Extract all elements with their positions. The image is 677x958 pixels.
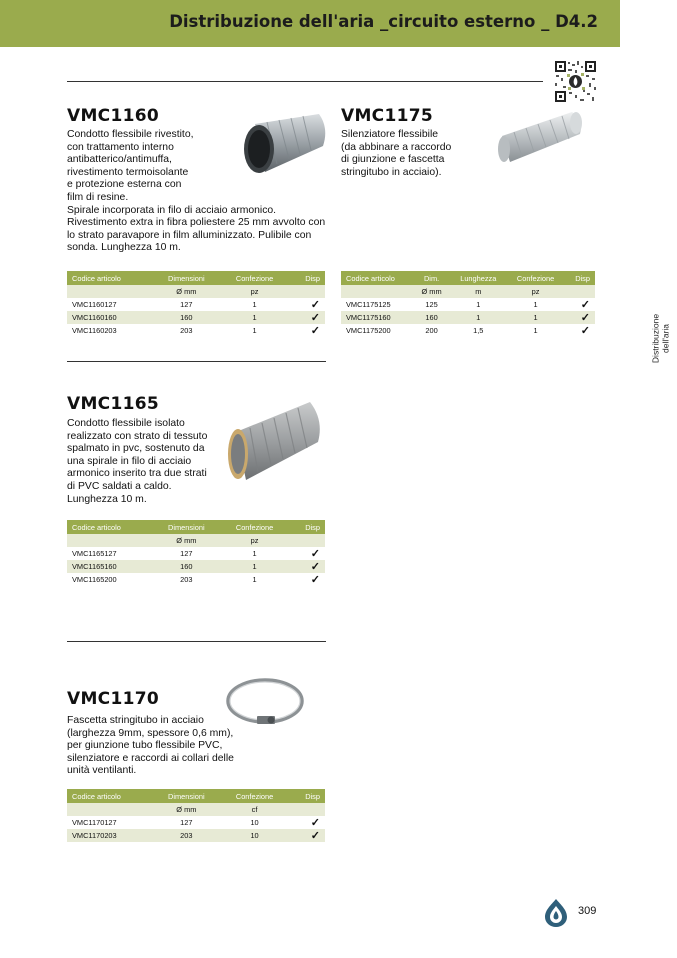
pvc-duct-image bbox=[224, 398, 324, 482]
section-title: Distribuzione dell'aria _circuito esterno _ D4.2 bbox=[169, 12, 598, 31]
spec-table-vmc1160: Codice articolo Dimensioni Confezione Disp Ø mm pz VMC1160127 127 1 ✓ VMC1160160 160 1 ✓ VMC1160203 203 1 ✓ bbox=[67, 271, 325, 337]
side-section-tab bbox=[646, 303, 676, 373]
hose-clamp-image bbox=[225, 676, 305, 726]
available-check-icon: ✓ bbox=[310, 548, 320, 560]
product-description: Fascetta stringitubo in acciaio (larghezza 9mm, spessore 0,6 mm), per giunzione tubo flessibile PVC, silenziatore e raccordi ai collari delle unità ventilanti. bbox=[67, 715, 234, 777]
available-check-icon: ✓ bbox=[310, 325, 320, 337]
available-check-icon: ✓ bbox=[310, 299, 320, 311]
available-check-icon: ✓ bbox=[289, 560, 325, 573]
table-row: VMC1175160 160 1 1 ✓ bbox=[341, 311, 595, 324]
available-check-icon: ✓ bbox=[580, 299, 590, 311]
side-tab-line-1: Distribuzione bbox=[650, 313, 661, 364]
spec-table-vmc1165: Codice articolo Dimensioni Confezione Disp Ø mm pz VMC1165127 127 1 ✓ VMC1165160 160 1 ✓ VMC1165200 203 1 ✓ bbox=[67, 520, 325, 586]
table-row: VMC1175200 200 1,5 1 ✓ bbox=[341, 324, 595, 337]
product-description: Condotto flessibile isolato realizzato con strato di tessuto spalmato in pvc, sostenuto da una spirale in filo di acciaio armonico inserito tra due strati di PVC saldati a caldo. Lunghezza 10 m. bbox=[67, 418, 208, 505]
available-check-icon: ✓ bbox=[310, 817, 320, 829]
side-tab-line-2: dell'aria bbox=[660, 323, 670, 354]
available-check-icon: ✓ bbox=[565, 311, 595, 324]
product-description: Condotto flessibile rivestito, con trattamento interno antibatterico/antimuffa, rivestimento termoisolante e protezione esterna con film di resine. Spirale incorporata in filo di acciaio armonico. Rivestimento extra in fibra poliestere 25 mm avvolto con lo strato paravapore in film alluminizzato. Pulibile con sonda. Lunghezza 10 m. bbox=[67, 129, 326, 254]
table-row: VMC1160203 203 1 ✓ bbox=[67, 324, 325, 337]
available-check-icon: ✓ bbox=[289, 311, 325, 324]
table-row: VMC1165160 160 1 ✓ bbox=[67, 560, 325, 573]
available-check-icon: ✓ bbox=[310, 574, 320, 586]
table-row: VMC1160160 160 1 ✓ bbox=[67, 311, 325, 324]
spec-table-vmc1170: Codice articolo Dimensioni Confezione Disp Ø mm cf VMC1170127 127 10 ✓ VMC1170203 203 10 ✓ bbox=[67, 789, 325, 842]
section-header-bar bbox=[0, 0, 620, 47]
product-description: Silenziatore flessibile (da abbinare a raccordo di giunzione e fascetta stringitubo in acciaio). bbox=[341, 129, 452, 178]
table-row: VMC1165200 203 1 ✓ bbox=[67, 573, 325, 586]
product-code: VMC1170 bbox=[67, 689, 159, 709]
available-check-icon: ✓ bbox=[289, 829, 325, 842]
table-row: VMC1165127 127 1 ✓ bbox=[67, 547, 325, 560]
insulated-duct-image bbox=[237, 112, 329, 182]
product-code: VMC1175 bbox=[341, 106, 433, 126]
table-row: VMC1175125 125 1 1 ✓ bbox=[341, 298, 595, 311]
page-number: 309 bbox=[578, 905, 597, 917]
section-divider bbox=[67, 361, 326, 362]
spec-table-vmc1175: Codice articolo Dim. Lunghezza Confezione Disp Ø mm m pz VMC1175125 125 1 1 ✓ VMC1175160 160 1 1 ✓ VMC1175200 200 1,5 1 ✓ bbox=[341, 271, 595, 337]
silencer-image bbox=[494, 110, 586, 168]
section-divider bbox=[67, 641, 326, 642]
available-check-icon: ✓ bbox=[580, 325, 590, 337]
product-code: VMC1160 bbox=[67, 106, 159, 126]
product-code: VMC1165 bbox=[67, 394, 159, 414]
table-row: VMC1170127 127 10 ✓ bbox=[67, 816, 325, 829]
brand-logo-icon bbox=[542, 898, 570, 928]
table-row: VMC1170203 203 10 ✓ bbox=[67, 829, 325, 842]
top-divider bbox=[67, 81, 543, 82]
table-row: VMC1160127 127 1 ✓ bbox=[67, 298, 325, 311]
qr-code[interactable] bbox=[553, 59, 598, 104]
